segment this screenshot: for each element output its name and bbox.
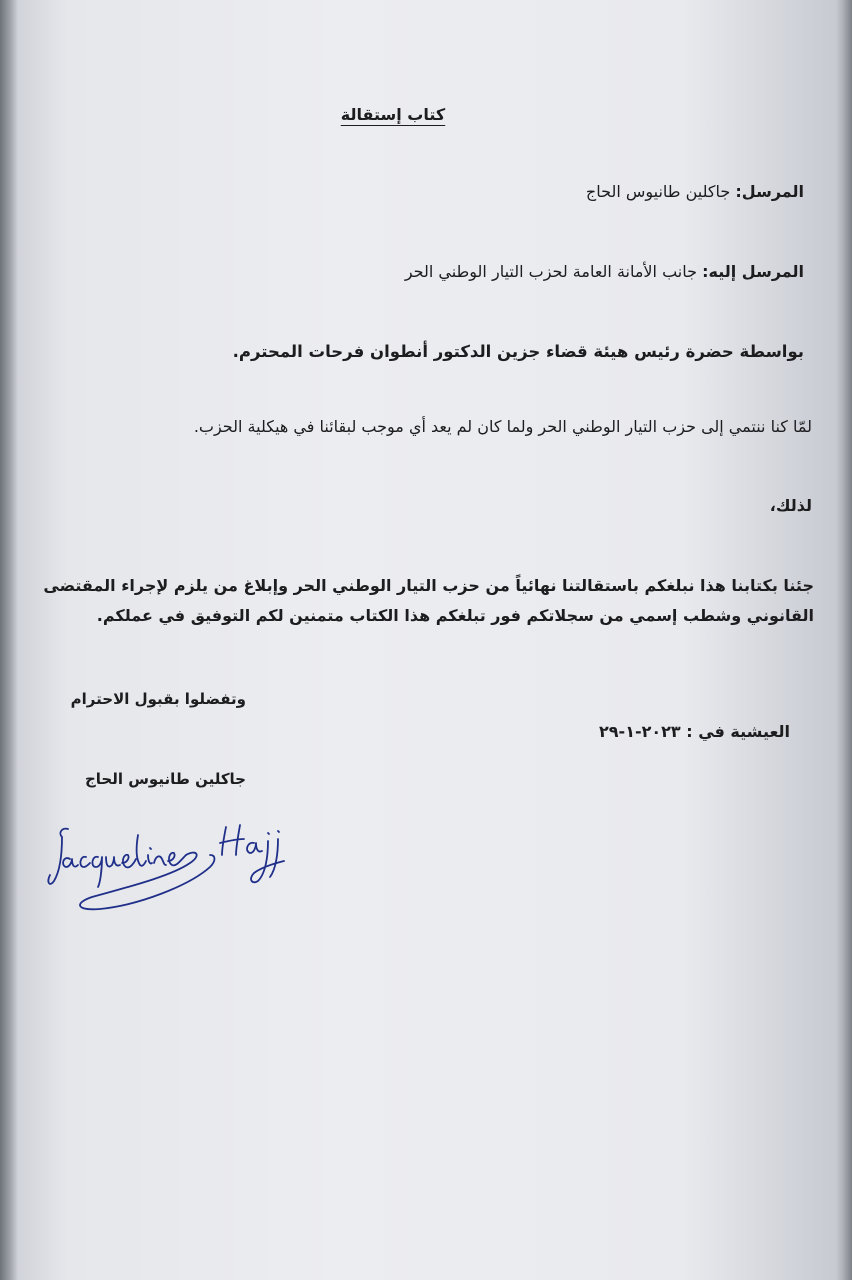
recipient-value: جانب الأمانة العامة لحزب التيار الوطني الحر — [404, 262, 698, 281]
intro-paragraph: لمّا كنا ننتمي إلى حزب التيار الوطني الحر ولما كان لم يعد أي موجب لبقائنا في هيكلية الحزب. — [193, 417, 812, 436]
body-line-2: القانوني وشطب إسمي من سجلاتكم فور تبلغكم هذا الكتاب متمنين لكم التوفيق في عملكم. — [96, 606, 814, 625]
paper-edge-right — [836, 0, 852, 1280]
recipient-line — [405, 262, 804, 281]
recipient-label: المرسل إليه: — [702, 262, 804, 281]
closing-line: وتفضلوا بقبول الاحترام — [70, 690, 246, 708]
paper-edge-left — [0, 0, 18, 1280]
sender-name: جاكلين طانيوس الحاج — [585, 182, 731, 201]
signatory-name: جاكلين طانيوس الحاج — [84, 770, 246, 788]
date-line: العيشية في : ٢٠٢٣-١-٢٩ — [599, 722, 790, 741]
sender-line — [586, 182, 804, 201]
via-line: بواسطة حضرة رئيس هيئة قضاء جزين الدكتور أنطوان فرحات المحترم. — [232, 342, 804, 361]
body-line-1: جئنا بكتابنا هذا نبلغكم باستقالتنا نهائياً من حزب التيار الوطني الحر وإبلاغ من يلزم لإجراء المقتضى — [43, 576, 814, 595]
handwritten-signature — [40, 815, 290, 915]
letter-title: كتاب إستقالة — [340, 105, 446, 124]
therefore-line: لذلك، — [769, 496, 812, 515]
sender-label: المرسل: — [735, 182, 804, 201]
